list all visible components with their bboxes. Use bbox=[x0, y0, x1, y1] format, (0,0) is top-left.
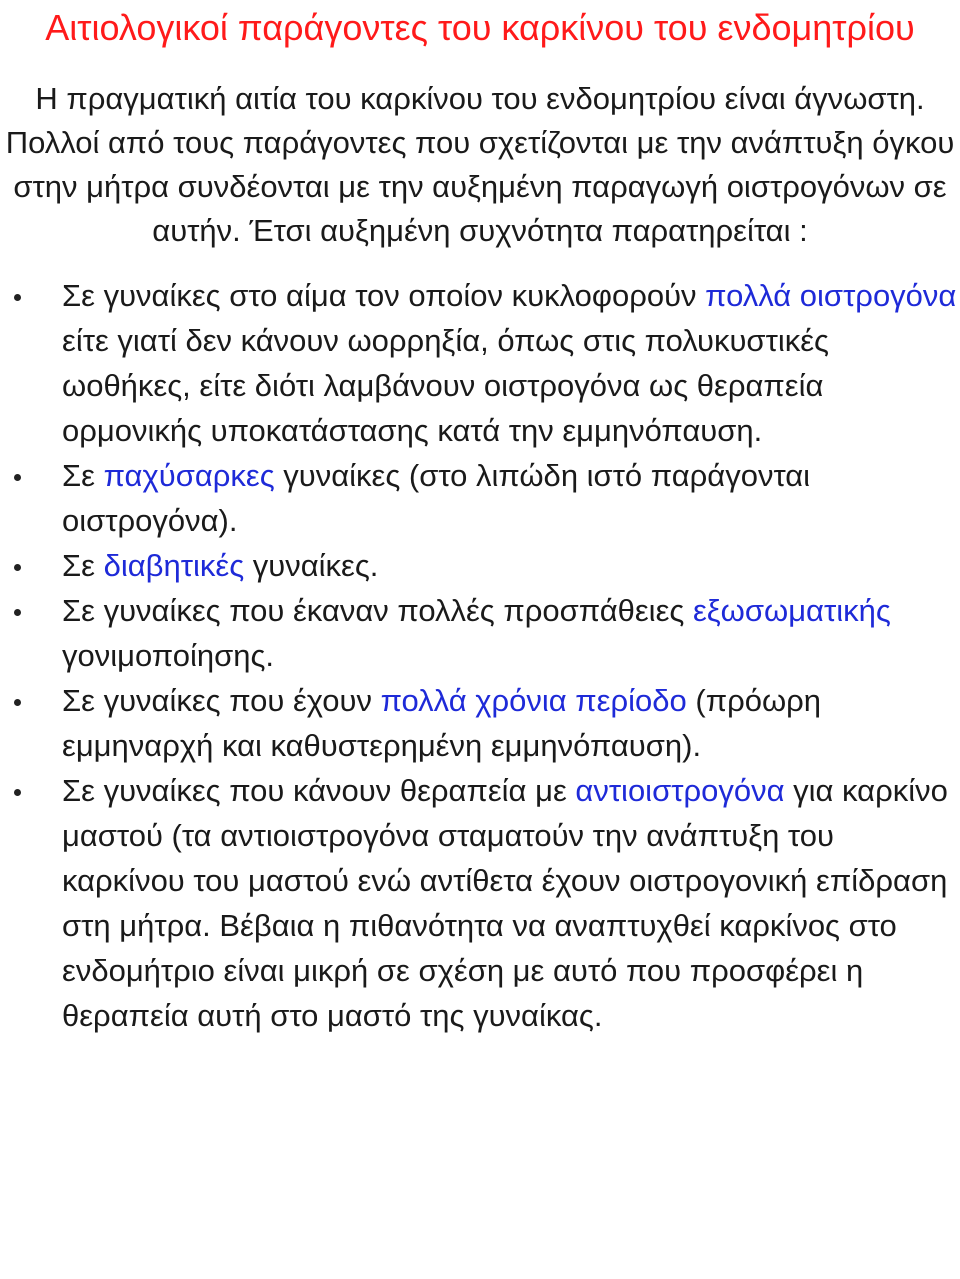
list-item bbox=[0, 588, 960, 678]
item-text: (πρόωρη εμμηναρχή και καθυστερημένη εμμηνόπαυση). bbox=[62, 683, 822, 763]
bullet-icon bbox=[14, 564, 21, 571]
bullet-icon bbox=[14, 474, 21, 481]
page-title: Αιτιολογικοί παράγοντες του καρκίνου του ενδομητρίου bbox=[45, 7, 915, 48]
item-text: γονιμοποίησης. bbox=[62, 638, 275, 673]
bullet-icon bbox=[14, 294, 21, 301]
item-highlight: διαβητικές bbox=[103, 548, 245, 583]
list-item bbox=[0, 453, 960, 543]
item-highlight: πολλά οιστρογόνα bbox=[705, 278, 957, 313]
item-text: Σε γυναίκες που έχουν bbox=[62, 683, 381, 718]
intro-sentence-2: Πολλοί από τους παράγοντες που σχετίζονται με την ανάπτυξη όγκου στην μήτρα συνδέονται με την αυξημένη παραγωγή οιστρογόνων σε αυτήν. Έτσι αυξημένη συχνότητα παρατηρείται : bbox=[5, 125, 955, 248]
intro-block bbox=[0, 77, 960, 253]
risk-factor-list bbox=[0, 273, 960, 1038]
list-item bbox=[0, 768, 960, 1038]
list-item bbox=[0, 273, 960, 453]
item-text: Σε γυναίκες που έκαναν πολλές προσπάθειες bbox=[62, 593, 693, 628]
item-highlight: παχύσαρκες bbox=[103, 458, 275, 493]
item-highlight: αντιοιστρογόνα bbox=[575, 773, 785, 808]
item-highlight: εξωσωματικής bbox=[692, 593, 891, 628]
item-text: Σε γυναίκες στο αίμα τον οποίον κυκλοφορούν bbox=[62, 278, 706, 313]
list-item bbox=[0, 543, 960, 588]
item-text: Σε γυναίκες που κάνουν θεραπεία με bbox=[62, 773, 576, 808]
intro-sentence-1: Η πραγματική αιτία του καρκίνου του ενδομητρίου είναι άγνωστη. bbox=[35, 81, 925, 116]
item-text: Σε bbox=[62, 548, 104, 583]
item-text: για καρκίνο μαστού (τα αντιοιστρογόνα σταματούν την ανάπτυξη του καρκίνου του μαστού ενώ αντίθετα έχουν οιστρογονική επίδραση στη μήτρα. Βέβαια η πιθανότητα να αναπτυχθεί καρκίνος στο ενδομήτριο είναι μικρή σε σχέση με αυτό που προσφέρει η θεραπεία αυτή στο μαστό της γυναίκας. bbox=[62, 773, 948, 1033]
item-text: είτε γιατί δεν κάνουν ωορρηξία, όπως στις πολυκυστικές ωοθήκες, είτε διότι λαμβάνουν οιστρογόνα ως θεραπεία ορμονικής υποκατάστασης κατά την εμμηνόπαυση. bbox=[62, 323, 829, 448]
item-highlight: πολλά χρόνια περίοδο bbox=[380, 683, 687, 718]
item-text: γυναίκες (στο λιπώδη ιστό παράγονται οιστρογόνα). bbox=[62, 458, 811, 538]
bullet-icon bbox=[14, 789, 21, 796]
item-text: Σε bbox=[62, 458, 104, 493]
bullet-icon bbox=[14, 699, 21, 706]
list-item bbox=[0, 678, 960, 768]
item-text: γυναίκες. bbox=[244, 548, 379, 583]
bullet-icon bbox=[14, 609, 21, 616]
